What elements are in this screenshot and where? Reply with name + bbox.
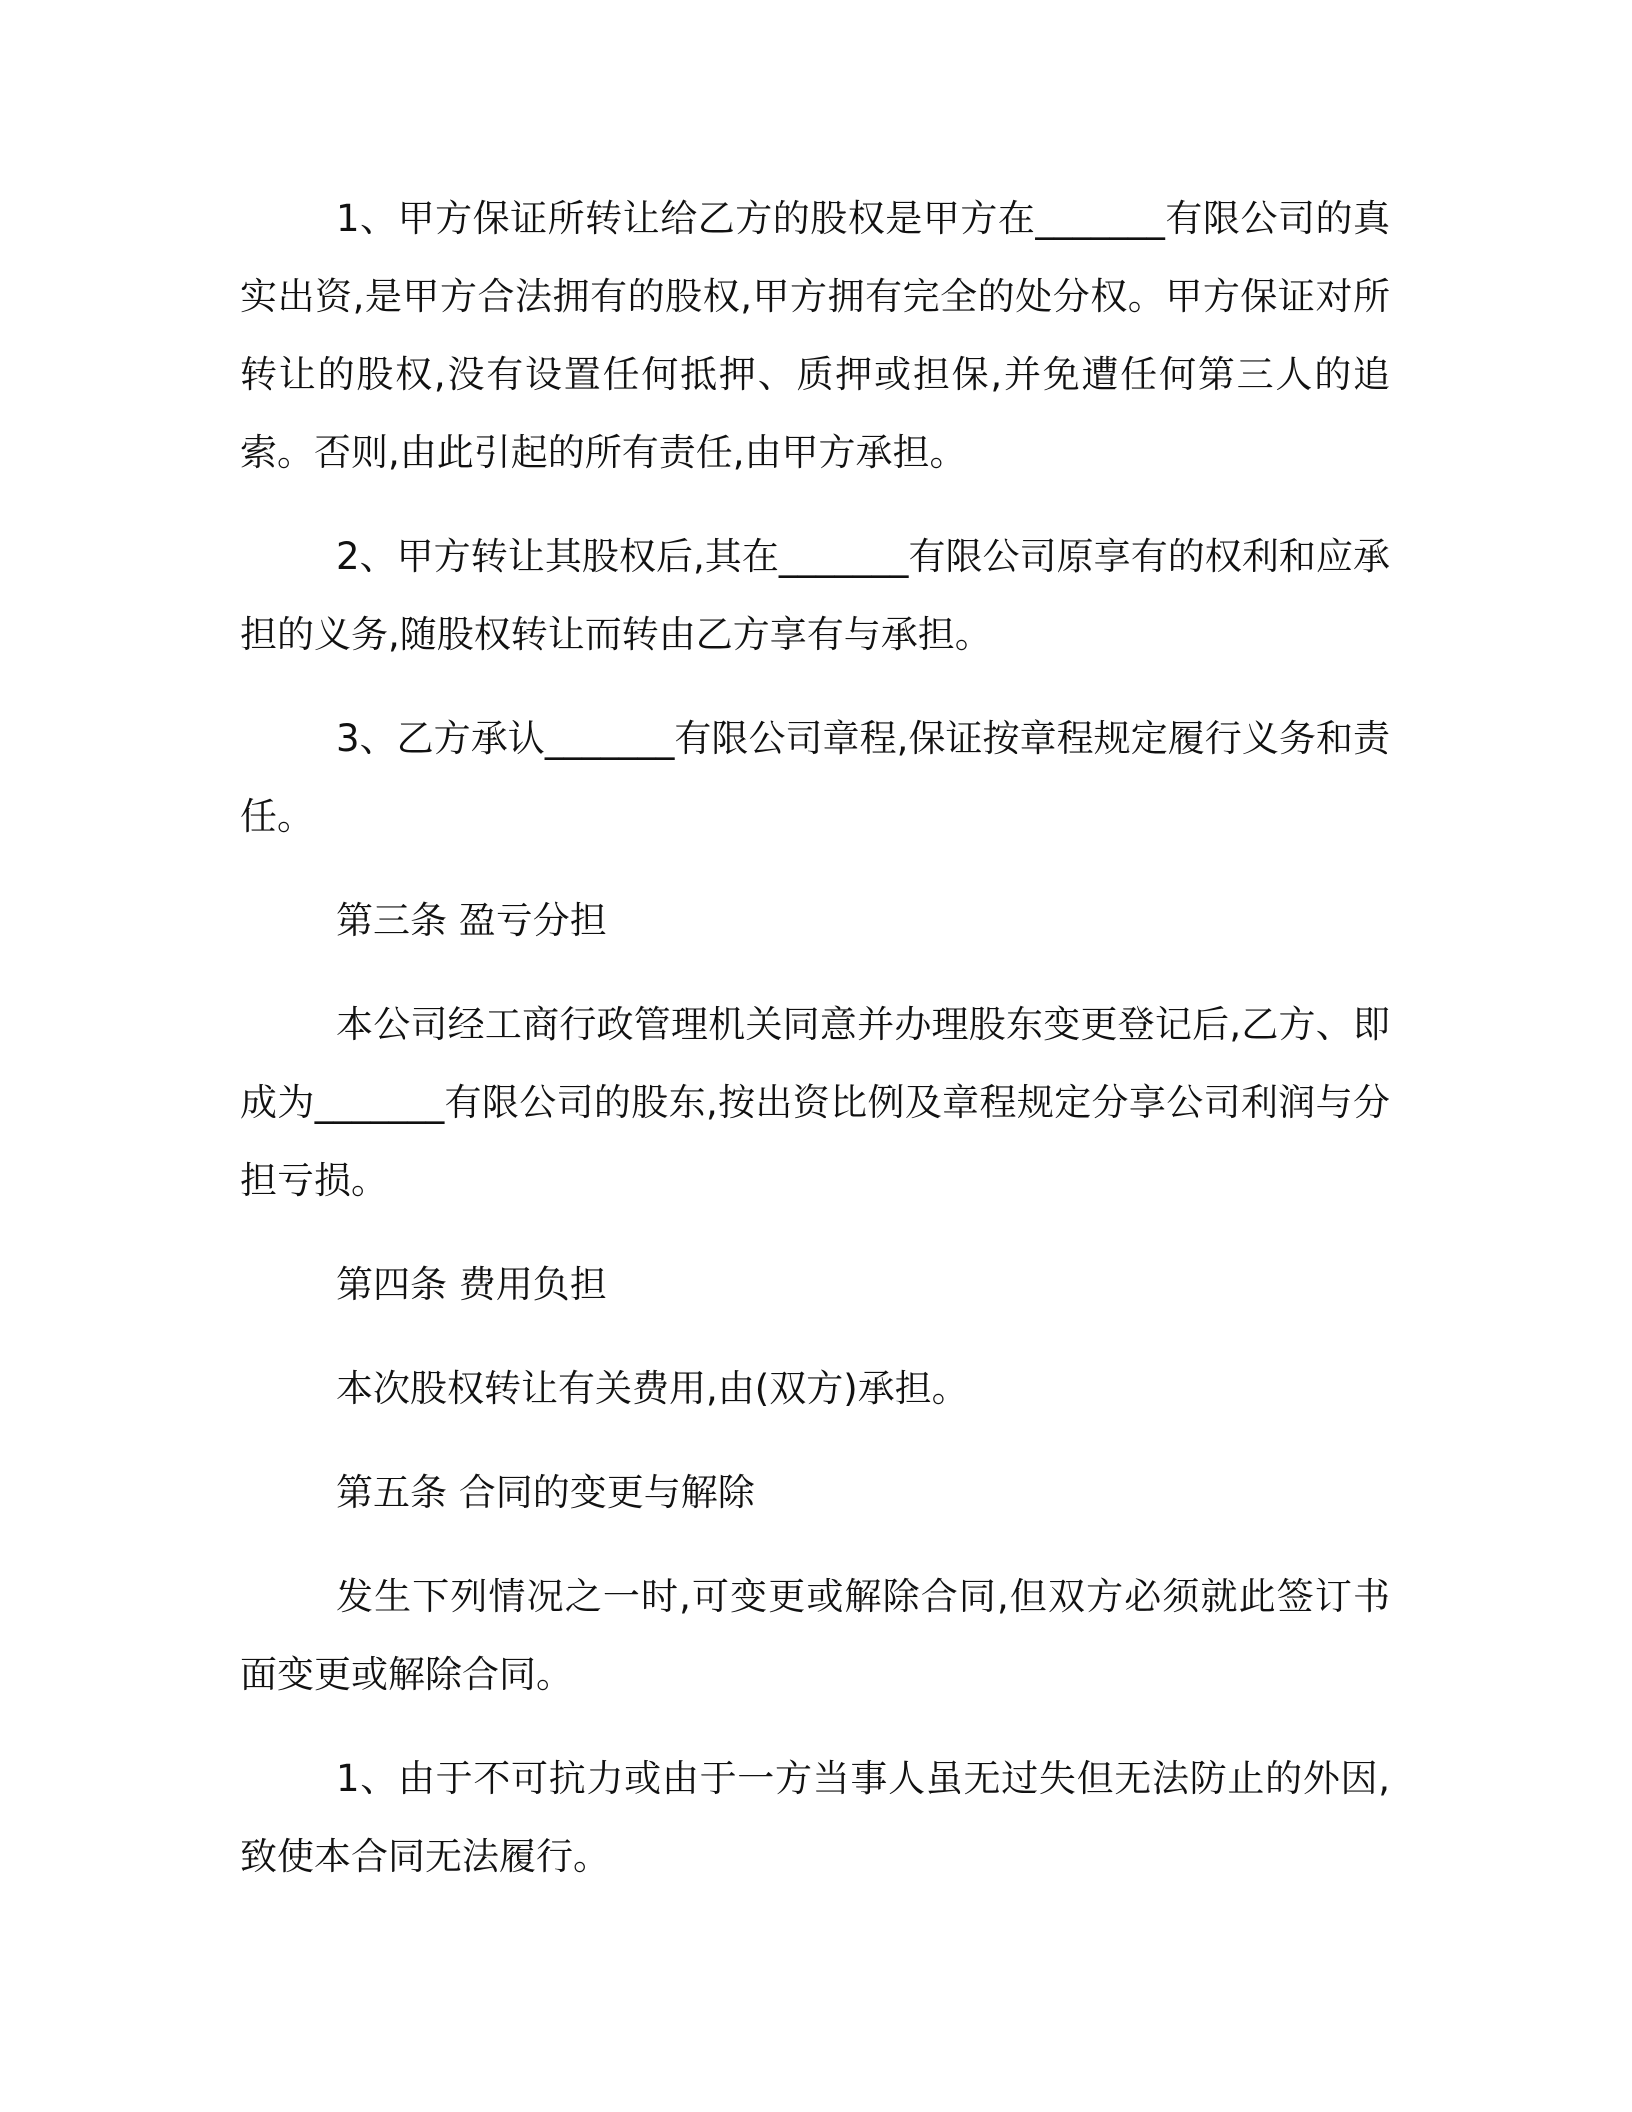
clause-paragraph: 2、甲方转让其股权后,其在_______有限公司原享有的权利和应承担的义务,随股权转让而转由乙方享有与承担。	[240, 535, 1390, 656]
document-body	[240, 180, 1390, 1922]
article-heading: 第五条 合同的变更与解除	[336, 1471, 755, 1514]
clause-paragraph: 发生下列情况之一时,可变更或解除合同,但双方必须就此签订书面变更或解除合同。	[240, 1575, 1390, 1696]
clause-paragraph: 本次股权转让有关费用,由(双方)承担。	[336, 1367, 969, 1410]
clause-paragraph: 1、由于不可抗力或由于一方当事人虽无过失但无法防止的外因,致使本合同无法履行。	[240, 1757, 1390, 1878]
clause-paragraph: 本公司经工商行政管理机关同意并办理股东变更登记后,乙方、即成为_______有限公司的股东,按出资比例及章程规定分享公司利润与分担亏损。	[240, 1003, 1390, 1202]
article-heading: 第四条 费用负担	[336, 1263, 607, 1306]
clause-paragraph: 3、乙方承认_______有限公司章程,保证按章程规定履行义务和责任。	[240, 717, 1390, 838]
clause-paragraph: 1、甲方保证所转让给乙方的股权是甲方在_______有限公司的真实出资,是甲方合法拥有的股权,甲方拥有完全的处分权。甲方保证对所转让的股权,没有设置任何抵押、质押或担保,并免遭任何第三人的追索。否则,由此引起的所有责任,由甲方承担。	[240, 197, 1390, 474]
article-heading: 第三条 盈亏分担	[336, 899, 607, 942]
